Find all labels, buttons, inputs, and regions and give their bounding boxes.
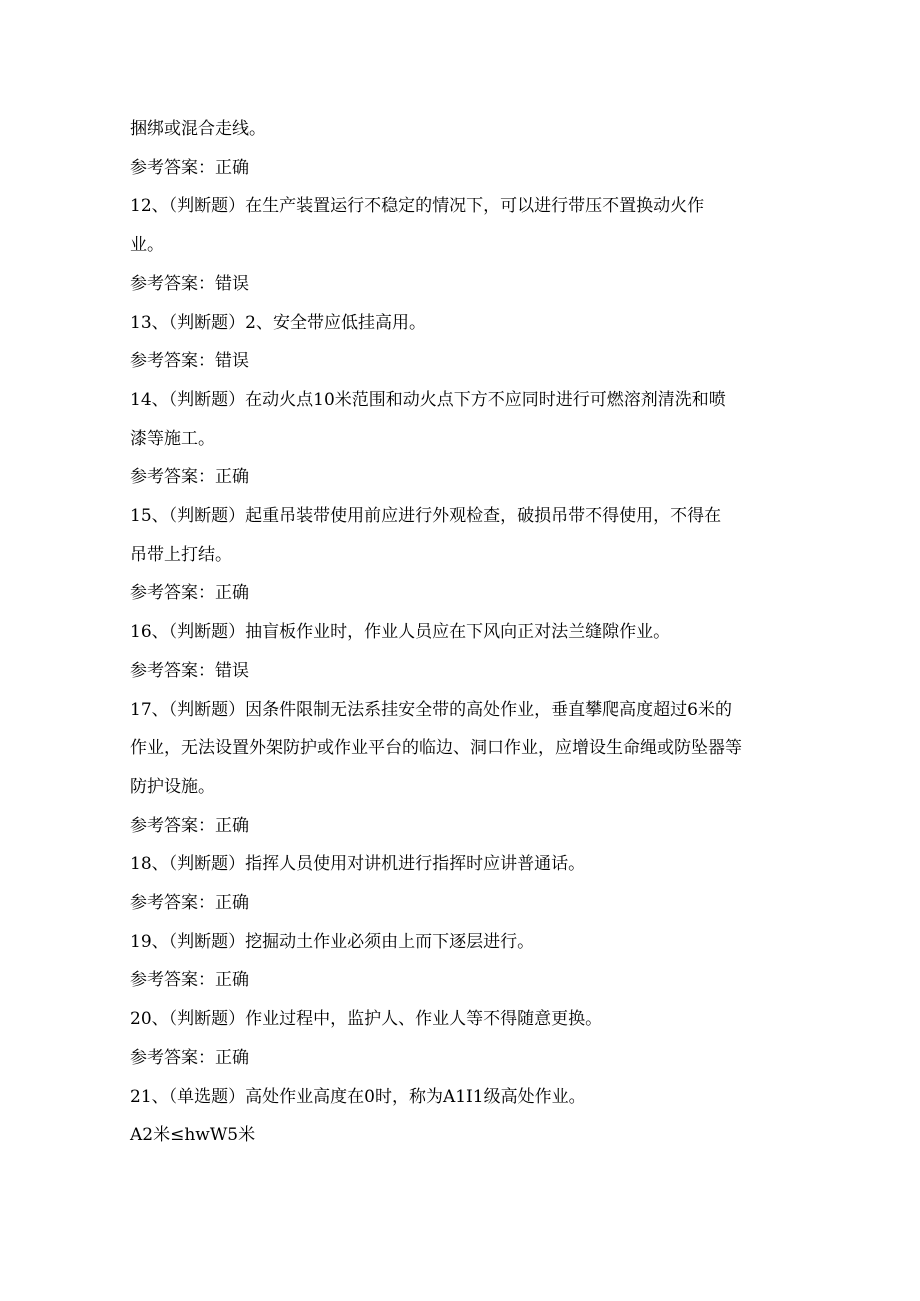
question-18-text: 18、（判断题）指挥人员使用对讲机进行指挥时应讲普通话。: [130, 854, 586, 875]
question-20-text: 20、（判断题）作业过程中，监护人、作业人等不得随意更换。: [130, 1009, 603, 1030]
answer-18: 参考答案：正确: [130, 893, 249, 914]
question-12-text: 12、（判断题）在生产装置运行不稳定的情况下，可以进行带压不置换动火作: [130, 196, 705, 217]
answer-14: 参考答案：正确: [130, 467, 249, 488]
answer-16: 参考答案：错误: [130, 660, 249, 681]
question-14-text-continued: 漆等施工。: [130, 428, 215, 449]
answer-17: 参考答案：正确: [130, 815, 249, 836]
question-12-text-continued: 业。: [130, 235, 164, 256]
question-14-text: 14、（判断题）在动火点10米范围和动火点下方不应同时进行可燃溶剂清洗和喷: [130, 389, 726, 410]
question-17-text-continued-2: 防护设施。: [130, 776, 215, 797]
question-15-text: 15、（判断题）起重吊装带使用前应进行外观检查，破损吊带不得使用，不得在: [130, 506, 722, 527]
answer-13: 参考答案：错误: [130, 351, 249, 372]
question-11-text-continued: 捆绑或混合走线。: [130, 119, 266, 139]
question-21-text: 21、（单选题）高处作业高度在0时，称为A1I1级高处作业。: [130, 1086, 586, 1107]
question-19-text: 19、（判断题）挖掘动土作业必须由上而下逐层进行。: [130, 931, 535, 952]
answer-12: 参考答案：错误: [130, 273, 249, 294]
answer-11: 参考答案：正确: [130, 157, 249, 178]
question-17-text-continued: 作业，无法设置外架防护或作业平台的临边、洞口作业，应增设生命绳或防坠器等: [130, 738, 742, 759]
question-13-text: 13、（判断题）2、安全带应低挂高用。: [130, 312, 426, 333]
question-17-text: 17、（判断题）因条件限制无法系挂安全带的高处作业，垂直攀爬高度超过6米的: [130, 699, 732, 720]
answer-15: 参考答案：正确: [130, 583, 249, 604]
question-21-option-a: A2米≤hwW5米: [130, 1125, 256, 1146]
answer-20: 参考答案：正确: [130, 1047, 249, 1068]
page-content: [130, 110, 810, 1155]
question-15-text-continued: 吊带上打结。: [130, 544, 232, 565]
question-16-text: 16、（判断题）抽盲板作业时，作业人员应在下风向正对法兰缝隙作业。: [130, 622, 671, 643]
answer-19: 参考答案：正确: [130, 970, 249, 991]
